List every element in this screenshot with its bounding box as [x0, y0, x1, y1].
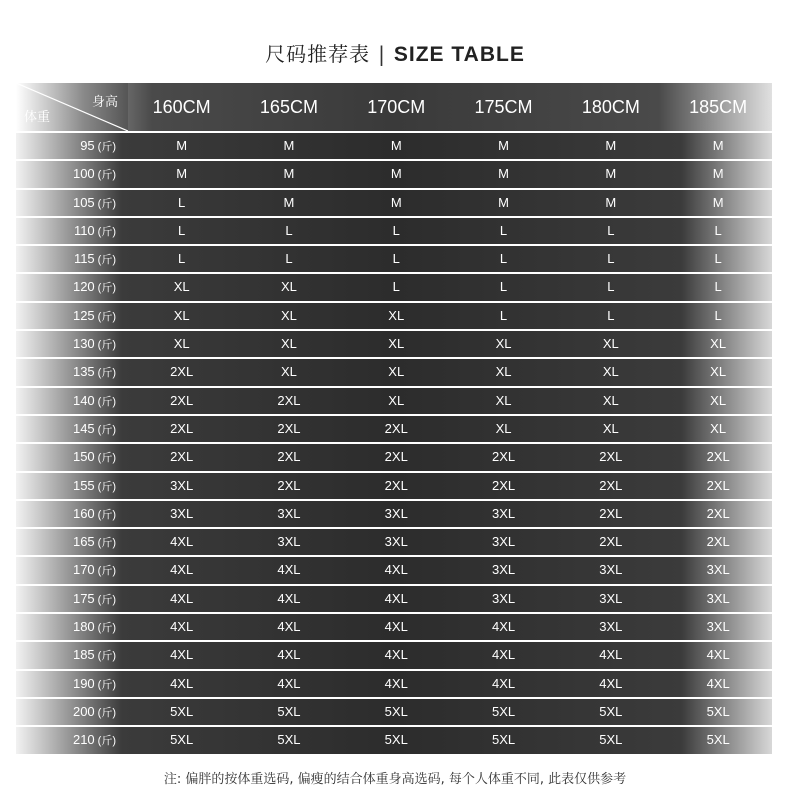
weight-label [16, 614, 128, 640]
table-row [16, 133, 772, 159]
size-cell: 4XL [384, 590, 408, 606]
size-cell: XL [280, 279, 297, 295]
size-cell: M [283, 138, 295, 153]
size-cell: 2XL [277, 420, 301, 436]
size-cell: 2XL [170, 420, 194, 436]
size-cell: L [607, 222, 615, 238]
size-cell: 5XL [599, 703, 623, 719]
weight-unit: (斤) [97, 310, 116, 323]
size-cell: L [178, 194, 186, 210]
size-cell: 2XL [277, 477, 301, 493]
weight-value: 160 [72, 505, 95, 521]
table-row [16, 501, 772, 527]
table-row [16, 671, 772, 697]
weight-value: 165 [72, 534, 95, 550]
table-row [16, 642, 772, 668]
size-cell: M [712, 194, 724, 210]
size-cell: 2XL [599, 449, 623, 465]
size-cell: 4XL [170, 675, 194, 691]
weight-value: 155 [72, 477, 95, 493]
size-cell: 5XL [277, 732, 301, 748]
table-row [16, 699, 772, 725]
weight-value: 200 [72, 703, 95, 719]
size-cell: XL [173, 307, 190, 323]
weight-unit: (斤) [97, 197, 116, 210]
size-cell: 3XL [384, 534, 408, 550]
size-cell: 2XL [170, 364, 194, 380]
weight-label [16, 473, 128, 499]
weight-value: 140 [72, 392, 95, 408]
weight-unit: (斤) [97, 423, 116, 436]
size-cell: XL [173, 279, 190, 295]
size-cell: XL [280, 307, 297, 323]
size-cell: 3XL [491, 534, 516, 550]
size-cell: L [499, 251, 508, 267]
table-row [16, 388, 772, 414]
size-cell: 4XL [277, 619, 301, 635]
weight-label [16, 218, 128, 244]
size-cell: 4XL [170, 590, 194, 606]
size-cell: 3XL [491, 562, 516, 578]
weight-label [16, 699, 128, 725]
size-cell: 2XL [706, 449, 730, 465]
size-cell: M [176, 166, 188, 182]
weight-value: 125 [72, 307, 95, 323]
table-row [16, 274, 772, 300]
weight-value: 105 [72, 194, 95, 210]
weight-value: 135 [72, 364, 95, 380]
size-cell: M [605, 166, 617, 182]
size-cell: 5XL [491, 732, 516, 748]
corner-cell [16, 83, 128, 131]
weight-value: 110 [73, 222, 95, 238]
size-cell: 2XL [170, 392, 194, 408]
weight-value: 100 [72, 166, 95, 182]
size-cell: 4XL [491, 675, 516, 691]
size-cell: 5XL [706, 732, 730, 748]
weight-unit: (斤) [97, 254, 116, 267]
size-cell: XL [495, 420, 512, 436]
table-row [16, 190, 772, 216]
weight-axis-label: 体重 [24, 110, 51, 125]
size-cell: 2XL [706, 505, 730, 521]
size-cell: M [390, 166, 402, 182]
size-cell: L [607, 307, 615, 323]
size-cell: 2XL [170, 449, 194, 465]
weight-label [16, 642, 128, 668]
size-cell: M [176, 138, 188, 153]
size-cell: XL [388, 364, 405, 380]
weight-unit: (斤) [97, 169, 116, 182]
size-cell: L [714, 307, 722, 323]
size-cell: XL [710, 364, 727, 380]
weight-value: 210 [72, 732, 95, 748]
size-cell: 4XL [491, 647, 516, 663]
size-cell: 3XL [277, 505, 301, 521]
weight-unit: (斤) [97, 593, 116, 606]
weight-value: 115 [73, 251, 95, 267]
weight-unit: (斤) [97, 225, 116, 238]
weight-unit: (斤) [97, 141, 116, 153]
size-cell: 5XL [599, 732, 623, 748]
size-cell: 5XL [384, 703, 408, 719]
size-cell: L [499, 307, 508, 323]
height-header: 180CM [581, 97, 640, 117]
size-cell: 5XL [170, 703, 194, 719]
weight-value: 150 [72, 449, 95, 465]
weight-unit: (斤) [97, 452, 116, 465]
size-cell: M [498, 138, 509, 153]
height-header: 175CM [474, 97, 533, 117]
size-cell: 4XL [384, 675, 408, 691]
size-cell: 2XL [384, 420, 408, 436]
size-cell: 2XL [491, 477, 516, 493]
table-row [16, 359, 772, 385]
weight-label [16, 557, 128, 583]
weight-unit: (斤) [97, 650, 116, 663]
size-cell: 5XL [277, 703, 301, 719]
size-cell: M [283, 166, 295, 182]
weight-unit: (斤) [97, 678, 116, 691]
weight-unit: (斤) [97, 339, 116, 352]
size-cell: 2XL [384, 449, 408, 465]
table-row [16, 727, 772, 753]
weight-value: 175 [72, 590, 95, 606]
weight-value: 130 [72, 336, 95, 352]
size-cell: M [605, 138, 617, 153]
size-cell: 4XL [277, 562, 301, 578]
weight-label [16, 303, 128, 329]
size-cell: 3XL [170, 505, 194, 521]
size-cell: L [392, 279, 400, 295]
table-row [16, 473, 772, 499]
size-cell: XL [602, 420, 619, 436]
size-cell: 3XL [170, 477, 194, 493]
size-cell: 3XL [706, 619, 730, 635]
size-cell: 4XL [706, 675, 730, 691]
table-row [16, 614, 772, 640]
weight-label [16, 586, 128, 612]
title-cn: 尺码推荐表 [265, 42, 371, 66]
footnote: 注: 偏胖的按体重选码, 偏瘦的结合体重身高选码, 每个人体重不同, 此表仅供参考 [163, 772, 627, 787]
weight-label [16, 190, 128, 216]
weight-label [16, 727, 128, 753]
size-cell: 3XL [277, 534, 301, 550]
size-cell: 4XL [491, 619, 516, 635]
weight-label [16, 529, 128, 555]
size-cell: L [392, 251, 400, 267]
size-cell: M [390, 138, 402, 153]
size-cell: L [499, 222, 508, 238]
size-cell: L [178, 251, 186, 267]
size-cell: XL [495, 336, 512, 352]
size-cell: 4XL [277, 675, 301, 691]
height-header: 185CM [689, 97, 748, 117]
size-cell: 2XL [277, 449, 301, 465]
weight-value: 145 [72, 420, 95, 436]
size-cell: 3XL [599, 590, 623, 606]
size-cell: XL [710, 392, 727, 408]
weight-label [16, 388, 128, 414]
size-cell: L [714, 279, 722, 295]
weight-label [16, 501, 128, 527]
weight-unit: (斤) [97, 735, 116, 748]
weight-label [16, 416, 128, 442]
height-header: 170CM [367, 97, 426, 117]
title-separator: | [378, 42, 386, 66]
table-row [16, 161, 772, 187]
size-cell: 5XL [384, 732, 408, 748]
size-cell: XL [280, 336, 297, 352]
weight-value: 120 [72, 279, 95, 295]
size-cell: 5XL [170, 732, 194, 748]
size-table [16, 83, 772, 754]
size-cell: XL [602, 336, 619, 352]
weight-label [16, 274, 128, 300]
size-cell: XL [280, 364, 297, 380]
weight-label [16, 133, 128, 159]
table-body [16, 133, 772, 754]
table-row [16, 529, 772, 555]
size-cell: 2XL [706, 477, 730, 493]
size-cell: M [605, 194, 617, 210]
size-cell: XL [388, 336, 405, 352]
page-title [0, 38, 790, 67]
size-cell: M [712, 166, 724, 182]
size-cell: 3XL [599, 562, 623, 578]
weight-unit: (斤) [97, 706, 116, 719]
size-cell: 4XL [599, 675, 623, 691]
size-cell: XL [388, 392, 405, 408]
weight-value: 95 [80, 138, 95, 153]
size-cell: 3XL [599, 619, 623, 635]
size-cell: L [285, 251, 293, 267]
height-headers [128, 83, 772, 131]
size-cell: 3XL [491, 590, 516, 606]
size-cell: 4XL [170, 562, 194, 578]
size-cell: L [607, 251, 615, 267]
table-row [16, 246, 772, 272]
weight-unit: (斤) [97, 395, 116, 408]
table-row [16, 218, 772, 244]
size-cell: 3XL [706, 590, 730, 606]
weight-label [16, 331, 128, 357]
size-cell: L [178, 222, 186, 238]
title-en: SIZE TABLE [393, 43, 525, 66]
size-cell: 2XL [599, 534, 623, 550]
size-cell: 4XL [277, 647, 301, 663]
size-cell: 4XL [277, 590, 301, 606]
size-cell: M [390, 194, 402, 210]
size-cell: M [283, 194, 295, 210]
weight-label [16, 671, 128, 697]
size-cell: 4XL [170, 619, 194, 635]
size-cell: 4XL [170, 534, 194, 550]
size-cell: 4XL [384, 647, 408, 663]
size-cell: L [607, 279, 615, 295]
size-cell: 5XL [706, 703, 730, 719]
table-header [16, 83, 772, 131]
weight-unit: (斤) [97, 537, 116, 550]
size-cell: M [498, 194, 509, 210]
size-cell: 2XL [384, 477, 408, 493]
weight-value: 185 [72, 647, 95, 663]
weight-value: 190 [72, 675, 95, 691]
weight-label [16, 444, 128, 470]
weight-label [16, 161, 128, 187]
size-cell: 4XL [170, 647, 194, 663]
weight-unit: (斤) [97, 622, 116, 635]
size-cell: XL [710, 336, 727, 352]
size-cell: 4XL [384, 562, 408, 578]
size-cell: XL [173, 336, 190, 352]
weight-value: 170 [72, 562, 95, 578]
size-cell: L [285, 222, 293, 238]
size-cell: L [392, 222, 400, 238]
height-header: 165CM [259, 97, 318, 117]
size-cell: 2XL [599, 505, 623, 521]
table-row [16, 331, 772, 357]
weight-unit: (斤) [97, 282, 116, 295]
weight-label [16, 246, 128, 272]
size-cell: 4XL [599, 647, 623, 663]
table-row [16, 444, 772, 470]
weight-label [16, 359, 128, 385]
size-cell: M [712, 138, 724, 153]
size-cell: 4XL [384, 619, 408, 635]
size-cell: 3XL [706, 562, 730, 578]
size-cell: 3XL [491, 505, 516, 521]
size-cell: 2XL [706, 534, 730, 550]
size-cell: XL [495, 392, 512, 408]
size-cell: 2XL [277, 392, 301, 408]
weight-unit: (斤) [97, 480, 116, 493]
table-row [16, 303, 772, 329]
size-cell: XL [602, 364, 619, 380]
table-row [16, 586, 772, 612]
size-cell: L [499, 279, 508, 295]
size-cell: XL [388, 307, 405, 323]
size-cell: 2XL [599, 477, 623, 493]
table-row [16, 557, 772, 583]
weight-value: 180 [72, 619, 95, 635]
size-cell: XL [495, 364, 512, 380]
weight-unit: (斤) [97, 508, 116, 521]
size-cell: 3XL [384, 505, 408, 521]
size-cell: 5XL [491, 703, 516, 719]
size-cell: L [714, 222, 722, 238]
weight-unit: (斤) [97, 367, 116, 380]
size-cell: 2XL [491, 449, 516, 465]
height-axis-label: 身高 [91, 95, 118, 110]
size-cell: XL [602, 392, 619, 408]
weight-unit: (斤) [97, 565, 116, 578]
height-header: 160CM [152, 97, 211, 117]
size-cell: L [714, 251, 722, 267]
size-cell: 4XL [706, 647, 730, 663]
table-row [16, 416, 772, 442]
size-cell: XL [710, 420, 727, 436]
size-cell: M [498, 166, 509, 182]
